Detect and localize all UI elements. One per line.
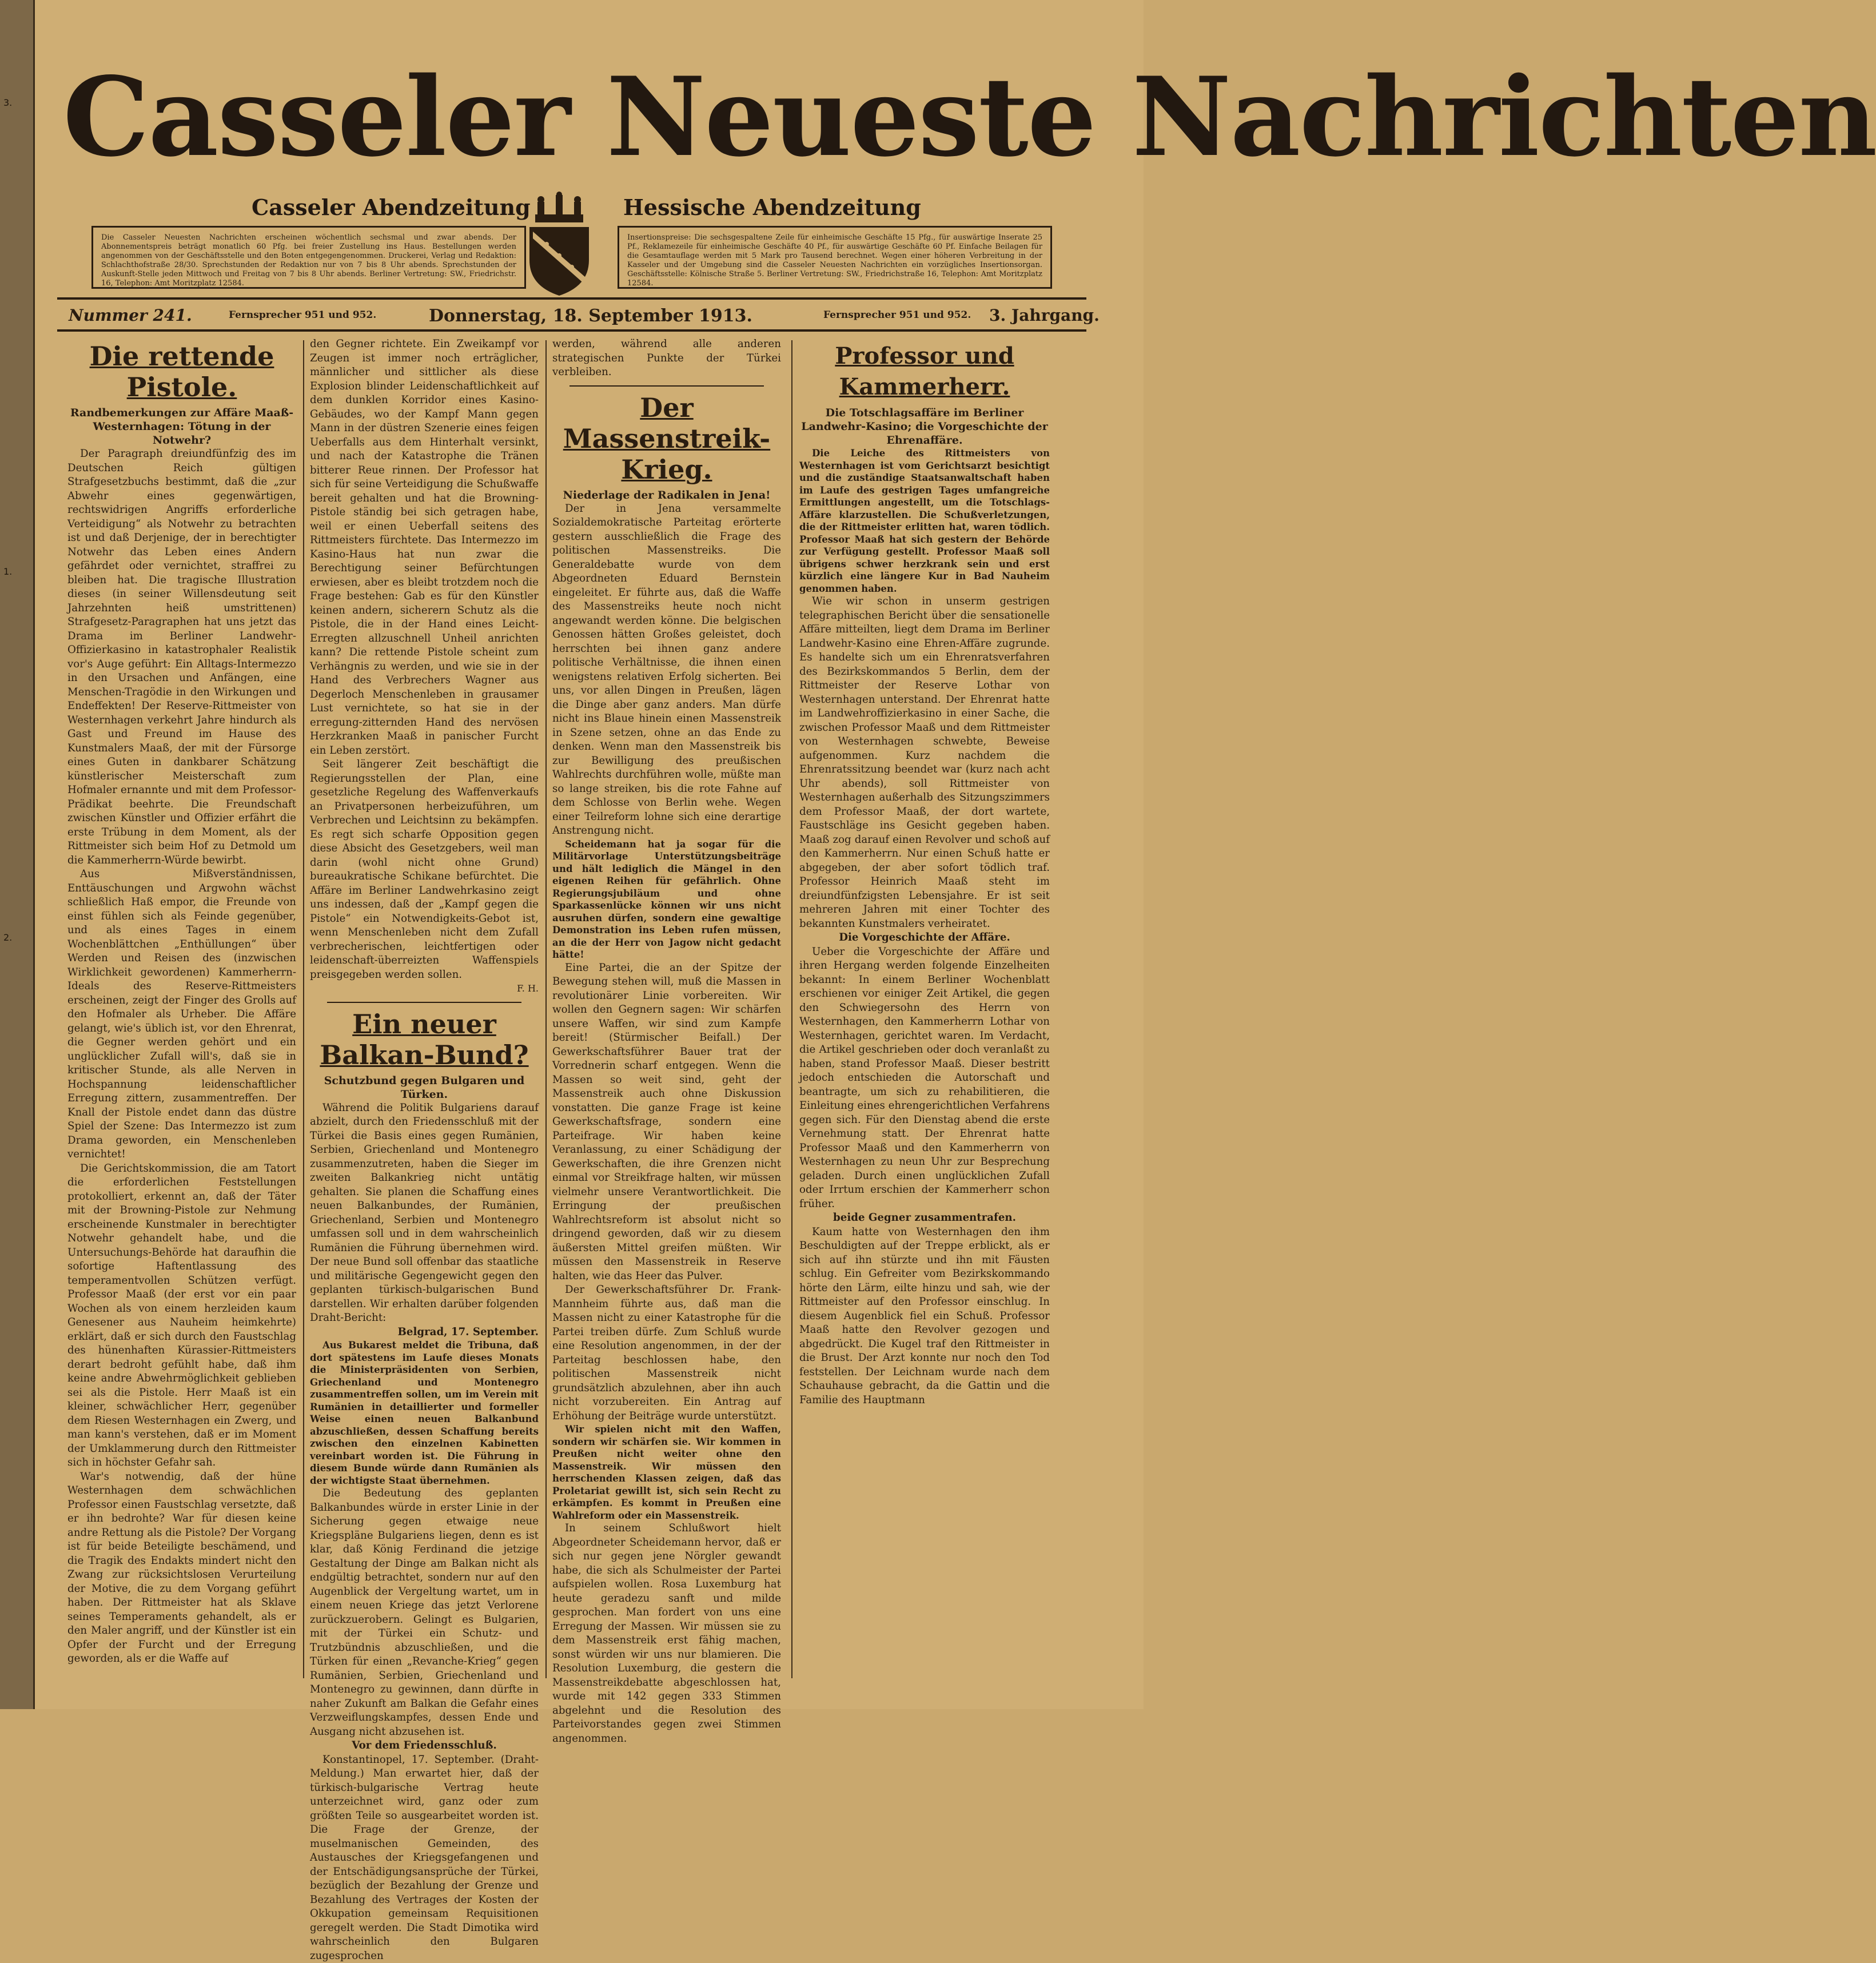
article-headline: Der Massenstreik-Krieg. — [552, 392, 781, 485]
paragraph: Kaum hatte von Westernhagen den ihm Beschuldigten auf der Treppe erblickt, als er sich auf ihn stürzte und ihn mit Fäusten schlug. Ein Gefreiter vom Bezirkskommando hörte den Lärm, eilte hinzu und sah, wie der Rittmeister auf den Professor einschlug. In diesem Augenblick fiel ein Schuß. Professor Maaß hatte den Revolver gezogen und abgedrückt. Die Kugel traf den Rittmeister in die Brust. Der Arzt konnte nur noch den Tod feststellen. Der Leichnam wurde nach dem Schauhause gebracht, da die Gattin und die Familie des Hauptmann — [799, 1225, 1050, 1408]
article-kicker: Niederlage der Radikalen in Jena! — [552, 488, 781, 502]
article-kicker: Die Totschlagsaffäre im Berliner Landwehr-Kasino; die Vorgeschichte der Ehrenaffäre. — [799, 406, 1050, 447]
phone-number: Fernsprecher 951 und 952. — [823, 309, 971, 321]
column-3 — [552, 337, 781, 1687]
issue-line — [63, 301, 1086, 328]
paragraph: Der Gewerkschaftsführer Dr. Frank-Mannheim führte aus, daß man die Massen nicht zu einer Katastrophe für die Partei treiben dürfe. Zum Schluß wurde eine Resolution angenommen, in der der Parteitag beschlossen habe, den politischen Massenstreik nicht grundsätzlich abzulehnen, aber ihn auch nicht vorzubereiten. Ein Antrag auf Erhöhung der Beiträge wurde unterstützt. — [552, 1283, 781, 1423]
paragraph: Aus Bukarest meldet die Tribuna, daß dort spätestens im Laufe dieses Monats die Ministerpräsidenten von Serbien, Griechenland und Montenegro zusammentreffen sollen, um im Verein mit Rumänien in detaillierter und formeller Weise einen neuen Balkanbund abzuschließen, dessen Schaffung bereits zwischen den einzelnen Kabinetten vereinbart worden ist. Die Führung in diesem Bunde würde dann Rumänien als der wichtigste Staat übernehmen. — [310, 1339, 539, 1487]
coat-of-arms-icon — [525, 192, 594, 297]
adjacent-page-strip — [0, 0, 35, 1709]
divider — [569, 385, 764, 387]
phone-number: Fernsprecher 951 und 952. — [229, 309, 376, 321]
paragraph: Die Gerichtskommission, die am Tatort die erforderlichen Feststellungen protokolliert, erkennt an, daß der Täter mit der Browning-Pistole zur Nehmung erscheinende Kunstmaler in berechtigter Notwehr gehandelt habe, und die Untersuchungs-Behörde hat daraufhin die sofortige Haftentlassung des temperamentvollen Schützen verfügt. Professor Maaß (der erst vor ein paar Wochen als von einem herzleiden kaum Genesener aus Nauheim heimkehrte) erklärt, daß er sich durch den Faustschlag des hünenhaften Kürassier-Rittmeisters derart bedroht gefühlt habe, daß ihm keine andre Abwehrmöglichkeit geblieben sei als die Pistole. Herr Maaß ist ein kleiner, schwächlicher Herr, gegenüber dem Riesen Westernhagen ein Zwerg, und man kann's verstehen, daß er im Moment der Umklammerung durch den Rittmeister sich in höchster Gefahr sah. — [67, 1162, 296, 1470]
column-divider — [545, 340, 547, 1678]
paragraph: Seit längerer Zeit beschäftigt die Regierungsstellen der Plan, eine gesetzliche Regelung des Waffenverkaufs an Privatpersonen herbeizuführen, um Verbrechen und Leichtsinn zu bekämpfen. Es regt sich scharfe Opposition gegen diese Absicht des Gesetzgebers, weil man darin (wohl nicht ohne Grund) bureaukratische Schikane befürchtet. Die Affäre im Berliner Landwehrkasino zeigt uns indessen, daß der „Kampf gegen die Pistole“ ein Notwendigkeits-Gebot ist, wenn Menschenleben nicht dem Zufall verbrecherischen, leichtfertigen oder leidenschaft-überreizten Waffenspiels preisgegeben werden sollen. — [310, 758, 539, 982]
column-2 — [310, 337, 539, 1687]
article-kicker: Randbemerkungen zur Affäre Maaß-Westernhagen: Tötung in der Notwehr? — [67, 406, 296, 447]
masthead-title: Casseler Neueste Nachrichten — [63, 40, 1064, 194]
paragraph: Der in Jena versammelte Sozialdemokratische Parteitag erörterte gestern ausschließlich die Frage des politischen Massenstreiks. Die Generaldebatte wurde von dem Abgeordneten Eduard Bernstein eingeleitet. Er führte aus, daß die Waffe des Massenstreiks heute noch nicht angewandt werden könne. Die belgischen Genossen hätten Großes geleistet, doch herrschten bei ihnen ganz andere politische Verhältnisse, die ihnen einen wenigstens relativen Erfolg sicherten. Bei uns, vor allen Dingen in Preußen, lägen die Dinge aber ganz anders. Man dürfe nicht ins Blaue hinein einen Massenstreik in Szene setzen, ohne an das Ende zu denken. Wenn man den Massenstreik bis zur Bewilligung des preußischen Wahlrechts durchführen wolle, müßte man so lange streiken, bis die rote Fahne auf dem Schlosse von Berlin wehe. Wegen einer Teilreform lohne sich eine derartige Anstrengung nicht. — [552, 502, 781, 838]
column-divider — [303, 340, 304, 1678]
article-headline: Professor und Kammerherr. — [799, 341, 1050, 403]
paragraph: Scheidemann hat ja sogar für die Militärvorlage Unterstützungsbeiträge und hält lediglich die Mängel in den eigenen Reihen für gefährlich. Ohne Regierungsjubiläum und ohne Sparkassenlücke können wir uns nicht ausruhen dürfen, sondern eine gewaltige Demonstration ins Leben rufen müssen, an die der Herr von Jagow nicht gedacht hätte! — [552, 838, 781, 961]
issue-date: Donnerstag, 18. September 1913. — [429, 306, 752, 326]
article-kicker: Schutzbund gegen Bulgaren und Türken. — [310, 1074, 539, 1101]
paragraph: Aus Mißverständnissen, Enttäuschungen und Argwohn wächst schließlich Haß empor, die Freunde von einst fühlen sich als Feinde gegenüber, und als eines Tages in einem Wochenblättchen „Enthüllungen“ über Werden und Reisen des (inzwischen Wirklichkeit gewordenen) Kammerherrn-Ideals des Reserve-Rittmeisters erscheinen, zeigt der Finger des Grolls auf den Hofmaler als Urheber. Die Affäre gelangt, wie's üblich ist, vor den Ehrenrat, die Gegner werden gehört und ein unglücklicher Zufall will's, daß sie in kritischer Stunde, als alle Nerven in Hochspannung leidenschaftlicher Erregung zittern, zusammentreffen. Der Knall der Pistole endet dann das düstre Spiel der Szene: Das Intermezzo ist zum Drama geworden, ein Menschenleben vernichtet! — [67, 867, 296, 1162]
paragraph: War's notwendig, daß der hüne Westernhagen dem schwächlichen Professor einen Faustschlag versetzte, daß er ihn bedrohte? War für diesen keine andre Rettung als die Pistole? Der Vorgang ist für beide Beteiligte beschämend, und die Tragik des Endakts mindert nicht den Zwang zur rücksichtslosen Verurteilung der Motive, die zu dem Vorgang geführt haben. Der Rittmeister hat als Sklave seines Temperaments gehandelt, als er den Maler angriff, und der Künstler ist ein Opfer der Furcht und der Erregung geworden, als er die Waffe auf — [67, 1470, 296, 1666]
divider — [57, 329, 1086, 332]
advertising-info-box: Insertionspreise: Die sechsgespaltene Zeile für einheimische Geschäfte 15 Pfg., für auswärtige Inserate 25 Pf., Reklamezeile für einheimische Geschäfte 40 Pf., für auswärtige Geschäfte 60 Pf. Einfache Beilagen für die Gesamtauflage werden mit 5 Mark pro Tausend berechnet. Wegen einer höheren Verbreitung in der Kasseler und der Umgebung sind die Casseler Neuesten Nachrichten ein vorzügliches Insertionsorgan. Geschäftsstelle: Kölnische Straße 5. Berliner Vertretung: SW., Friedrichstraße 16, Telephon: Amt Moritzplatz 12584. — [618, 226, 1052, 289]
paragraph: Konstantinopel, 17. September. (Draht-Meldung.) Man erwartet hier, daß der türkisch-bulgarische Vertrag heute unterzeichnet wird, ganz oder zum größten Teile so ausgearbeitet worden ist. Die Frage der Grenze, der muselmanischen Gemeinden, des Austausches der Kriegsgefangenen und der Entschädigungsansprüche der Türkei, bezüglich der Bezahlung der Grenze und Bezahlung des Vertrages der Kosten der Okkupation gemeinsam Requisitionen geregelt werden. Die Stadt Dimotika wird wahrscheinlich den Bulgaren zugesprochen — [310, 1753, 539, 1963]
author-signature: F. H. — [310, 982, 539, 996]
divider — [57, 297, 1086, 300]
section-subhead: beide Gegner zusammentrafen. — [799, 1211, 1050, 1225]
paragraph: den Gegner richtete. Ein Zweikampf vor Zeugen ist immer noch erträglicher, männlicher und sittlicher als diese Explosion blinder Leidenschaftlichkeit auf dem dunklen Korridor eines Kasino-Gebäudes, wo der Kampf Mann gegen Mann in der düstren Szenerie eines feigen Ueberfalls aus dem Hinterhalt versinkt, und nach der Katastrophe die Tränen bitterer Reue rinnen. Der Professor hat sich für seine Verteidigung die Schußwaffe bereit gehalten und hat die Browning-Pistole ständig bei sich getragen habe, weil er einen Ueberfall seitens des Rittmeisters fürchtete. Das Intermezzo im Kasino-Haus hat nun zwar die Berechtigung seiner Befürchtungen erwiesen, aber es bleibt trotzdem noch die Frage bestehen: Gab es für den Künstler keinen andern, sicherern Schutz als die Pistole, die in der Hand eines Leicht-Erregten allzuschnell Unheil anrichten kann? Die rettende Pistole scheint zum Verhängnis zu werden, und wie sie in der Hand des Verbrechers Wagner aus Degerloch Menschenleben in grausamer Lust vernichtete, so hat sie in der erregung-zitternden Hand des nervösen Herzkranken Maaß in panischer Furcht ein Leben zerstört. — [310, 337, 539, 758]
paragraph: Wir spielen nicht mit den Waffen, sondern wir schärfen sie. Wir kommen in Preußen nicht weiter ohne den Massenstreik. Wir müssen den herrschenden Klassen zeigen, daß das Proletariat gewillt ist, sich sein Recht zu erkämpfen. Es kommt in Preußen eine Wahlreform oder ein Massenstreik. — [552, 1423, 781, 1522]
edge-number: 2. — [3, 932, 12, 943]
section-subhead: Vor dem Friedensschluß. — [310, 1739, 539, 1753]
issue-number: Nummer 241. — [69, 306, 192, 325]
paragraph: Die Leiche des Rittmeisters von Westernhagen ist vom Gerichtsarzt besichtigt und die zuständige Staatsanwaltschaft haben im Laufe des gestrigen Tages umfangreiche Ermittlungen angestellt, um die Totschlags-Affäre klarzustellen. Die Schußverletzungen, die der Rittmeister erlitten hat, waren tödlich. Professor Maaß hat sich gestern der Behörde zur Verfügung gestellt. Professor Maaß soll übrigens schwer herzkrank sein und erst kürzlich eine längere Kur in Bad Nauheim genommen haben. — [799, 447, 1050, 595]
paragraph: Während die Politik Bulgariens darauf abzielt, durch den Friedensschluß mit der Türkei die Basis eines gegen Rumänien, Serbien, Griechenland und Montenegro zusammenzutreten, haben die Sieger im zweiten Balkankrieg nicht untätig gehalten. Sie planen die Schaffung eines neuen Balkanbundes, der Rumänien, Griechenland, Serbien und Montenegro umfassen soll und in dem wahrscheinlich Rumänien die Führung übernehmen wird. Der neue Bund soll offenbar das staatliche und militärische Gegengewicht gegen den geplanten türkisch-bulgarischen Bund darstellen. Wir erhalten darüber folgenden Draht-Bericht: — [310, 1101, 539, 1325]
paragraph: werden, während alle anderen strategischen Punkte der Türkei verbleiben. — [552, 337, 781, 380]
paragraph: Eine Partei, die an der Spitze der Bewegung stehen will, muß die Massen in revolutionärer Linie vorbereiten. Wir wollen den Gegnern sagen: Wir schärfen unsere Waffen, wir sind zum Kampfe bereit! (Stürmischer Beifall.) Der Gewerkschaftsführer Bauer trat der Vorrednerin scharf entgegen. Wenn die Massen so weit sind, geht der Massenstreik auch ohne Diskussion vonstatten. Die ganze Frage ist keine Gewerkschaftsfrage, sondern eine Parteifrage. Wir haben keine Veranlassung, zu einer Schädigung der Gewerkschaften, die ihre Grenzen nicht einmal vor Streikfrage halten, wir müssen vielmehr unsere Verantwortlichkeit. Die Erringung der preußischen Wahlrechtsreform ist absolut nicht so dringend geworden, daß wir zu diesem äußersten Mittel greifen müßten. Wir müssen den Massenstreik in Reserve halten, wie das Heer das Pulver. — [552, 961, 781, 1284]
paragraph: Die Bedeutung des geplanten Balkanbundes würde in erster Linie in der Sicherung gegen etwaige neue Kriegspläne Bulgariens liegen, denn es ist klar, daß König Ferdinand die jetzige Gestaltung der Dinge am Balkan nicht als endgültig betrachtet, sondern nur auf den Augenblick der Vergeltung wartet, um in einem neuen Kriege das jetzt Verlorene zurückzuerobern. Gelingt es Bulgarien, mit der Türkei ein Schutz- und Trutzbündnis abzuschließen, und die Türken für einen „Revanche-Krieg“ gegen Rumänien, Serbien, Griechenland und Montenegro zu gewinnen, dann dürfte in naher Zukunft am Balkan die Gefahr eines Verzweiflungskampfes, dessen Ende und Ausgang nicht abzusehen ist. — [310, 1487, 539, 1739]
paragraph: In seinem Schlußwort hielt Abgeordneter Scheidemann hervor, daß er sich nur gegen jene Nörgler gewandt habe, die sich als Schulmeister der Partei aufspielen wollen. Rosa Luxemburg hat heute geradezu sanft und milde gesprochen. Man fordert von uns eine Erregung der Massen. Wir müssen sie zu dem Massenstreik erst fähig machen, sonst würden wir uns nur blamieren. Die Resolution Luxemburg, die gestern die Massenstreikdebatte abgeschlossen hat, wurde mit 142 gegen 333 Stimmen abgelehnt und die Resolution des Parteivorstandes gegen zwei Stimmen angenommen. — [552, 1522, 781, 1746]
dateline: Belgrad, 17. September. — [310, 1325, 539, 1340]
article-headline: Die rettende Pistole. — [67, 341, 296, 403]
masthead-subtitle-left: Casseler Abendzeitung — [252, 194, 531, 220]
edge-number: 3. — [3, 97, 12, 108]
divider — [327, 1002, 521, 1003]
subscription-info-box: Die Casseler Neuesten Nachrichten erscheinen wöchentlich sechsmal und zwar abends. Der Abonnementspreis beträgt monatlich 60 Pfg. bei freier Zustellung ins Haus. Bestellungen werden angenommen von der Geschäftsstelle und den Boten entgegengenommen. Druckerei, Verlag und Redaktion: Schlachthofstraße 28/30. Sprechstunden der Redaktion nur von 7 bis 8 Uhr abends. Sprechstunden der Auskunft-Stelle jeden Mittwoch und Freitag von 7 bis 8 Uhr abends. Berliner Vertretung: SW., Friedrichstr. 16, Telephon: Amt Moritzplatz 12584. — [91, 226, 526, 289]
article-headline: Ein neuer Balkan-Bund? — [310, 1009, 539, 1070]
column-4 — [799, 337, 1050, 1687]
column-1 — [67, 337, 296, 1687]
paragraph: Ueber die Vorgeschichte der Affäre und ihren Hergang werden folgende Einzelheiten bekannt: In einem Berliner Wochenblatt erschienen vor einiger Zeit Artikel, die gegen den Schwiegersohn des Herrn von Westernhagen, den Kammerherrn Lothar von Westernhagen, gerichtet waren. Im Verdacht, die Artikel geschrieben oder doch veranlaßt zu haben, stand Professor Maaß. Dieser bestritt jedoch entschieden die Autorschaft und beantragte, um sich zu rehabilitieren, die Einleitung eines ehrengerichtlichen Verfahrens gegen sich. Für den Dienstag abend die erste Vernehmung statt. Der Ehrenrat hatte Professor Maaß und den Kammerherrn von Westernhagen zu neun Uhr zur Besprechung geladen. Durch einen unglücklichen Zufall oder Irrtum erschien der Kammerherr schon früher. — [799, 945, 1050, 1212]
volume-year: 3. Jahrgang. — [989, 306, 1100, 325]
edge-number: 1. — [3, 566, 12, 577]
section-subhead: Die Vorgeschichte der Affäre. — [799, 931, 1050, 945]
paragraph: Der Paragraph dreiundfünfzig des im Deutschen Reich gültigen Strafgesetzbuchs bestimmt, daß die „zur Abwehr eines gegenwärtigen, rechtswidrigen Angriffs erforderliche Verteidigung“ als Notwehr zu betrachten ist und daß Derjenige, der in berechtigter Notwehr das Leben eines Andern gefährdet oder vernichtet, straffrei zu bleiben hat. Die tragische Illustration dieses (in seiner Willensdeutung seit Jahrzehnten heiß umstrittenen) Strafgesetz-Paragraphen hat uns jetzt das Drama im Berliner Landwehr-Offizierkasino in katastrophaler Realistik vor's Auge geführt: Ein Alltags-Intermezzo in den Ursachen und Anfängen, eine Menschen-Tragödie in den Wirkungen und Endeffekten! Der Reserve-Rittmeister von Westernhagen verkehrt Jahre hindurch als Gast und Freund im Hause des Kunstmalers Maaß, der mit der Fürsorge eines Guten in dankbarer Schätzung künstlerischer Meisterschaft zum Hofmaler ernannte und mit dem Professor-Prädikat beehrte. Die Freundschaft zwischen Künstler und Offizier erfährt die erste Trübung in dem Moment, als der Rittmeister sich beim Hof zu Detmold um die Kammerherrn-Würde bewirbt. — [67, 447, 296, 867]
column-divider — [791, 340, 792, 1678]
paragraph: Wie wir schon in unserm gestrigen telegraphischen Bericht über die sensationelle Affäre mitteilten, liegt dem Drama im Berliner Landwehr-Kasino eine Ehren-Affäre zugrunde. Es handelte sich um ein Ehrenratsverfahren des Bezirkskommandos 5 Berlin, dem der Rittmeister der Reserve Lothar von Westernhagen unterstand. Der Ehrenrat hatte im Landwehroffizierkasino in einer Sache, die zwischen Professor Maaß und dem Rittmeister von Westernhagen schwebte, Beweise aufgenommen. Kurz nachdem die Ehrenratssitzung beendet war (kurz nach acht Uhr abends), soll Rittmeister von Westernhagen außerhalb des Sitzungszimmers dem Professor Maaß, der dort wartete, Faustschläge ins Gesicht gegeben haben. Maaß zog darauf einen Revolver und schoß auf den Kammerherrn. Nur einen Schuß hatte er abgegeben, der aber sofort tödlich traf. Professor Heinrich Maaß steht im dreiundfünfzigsten Lebensjahre. Er ist seit mehreren Jahren mit einer Tochter des bekannten Kunstmalers verheiratet. — [799, 595, 1050, 931]
masthead-subtitle-right: Hessische Abendzeitung — [623, 194, 921, 220]
